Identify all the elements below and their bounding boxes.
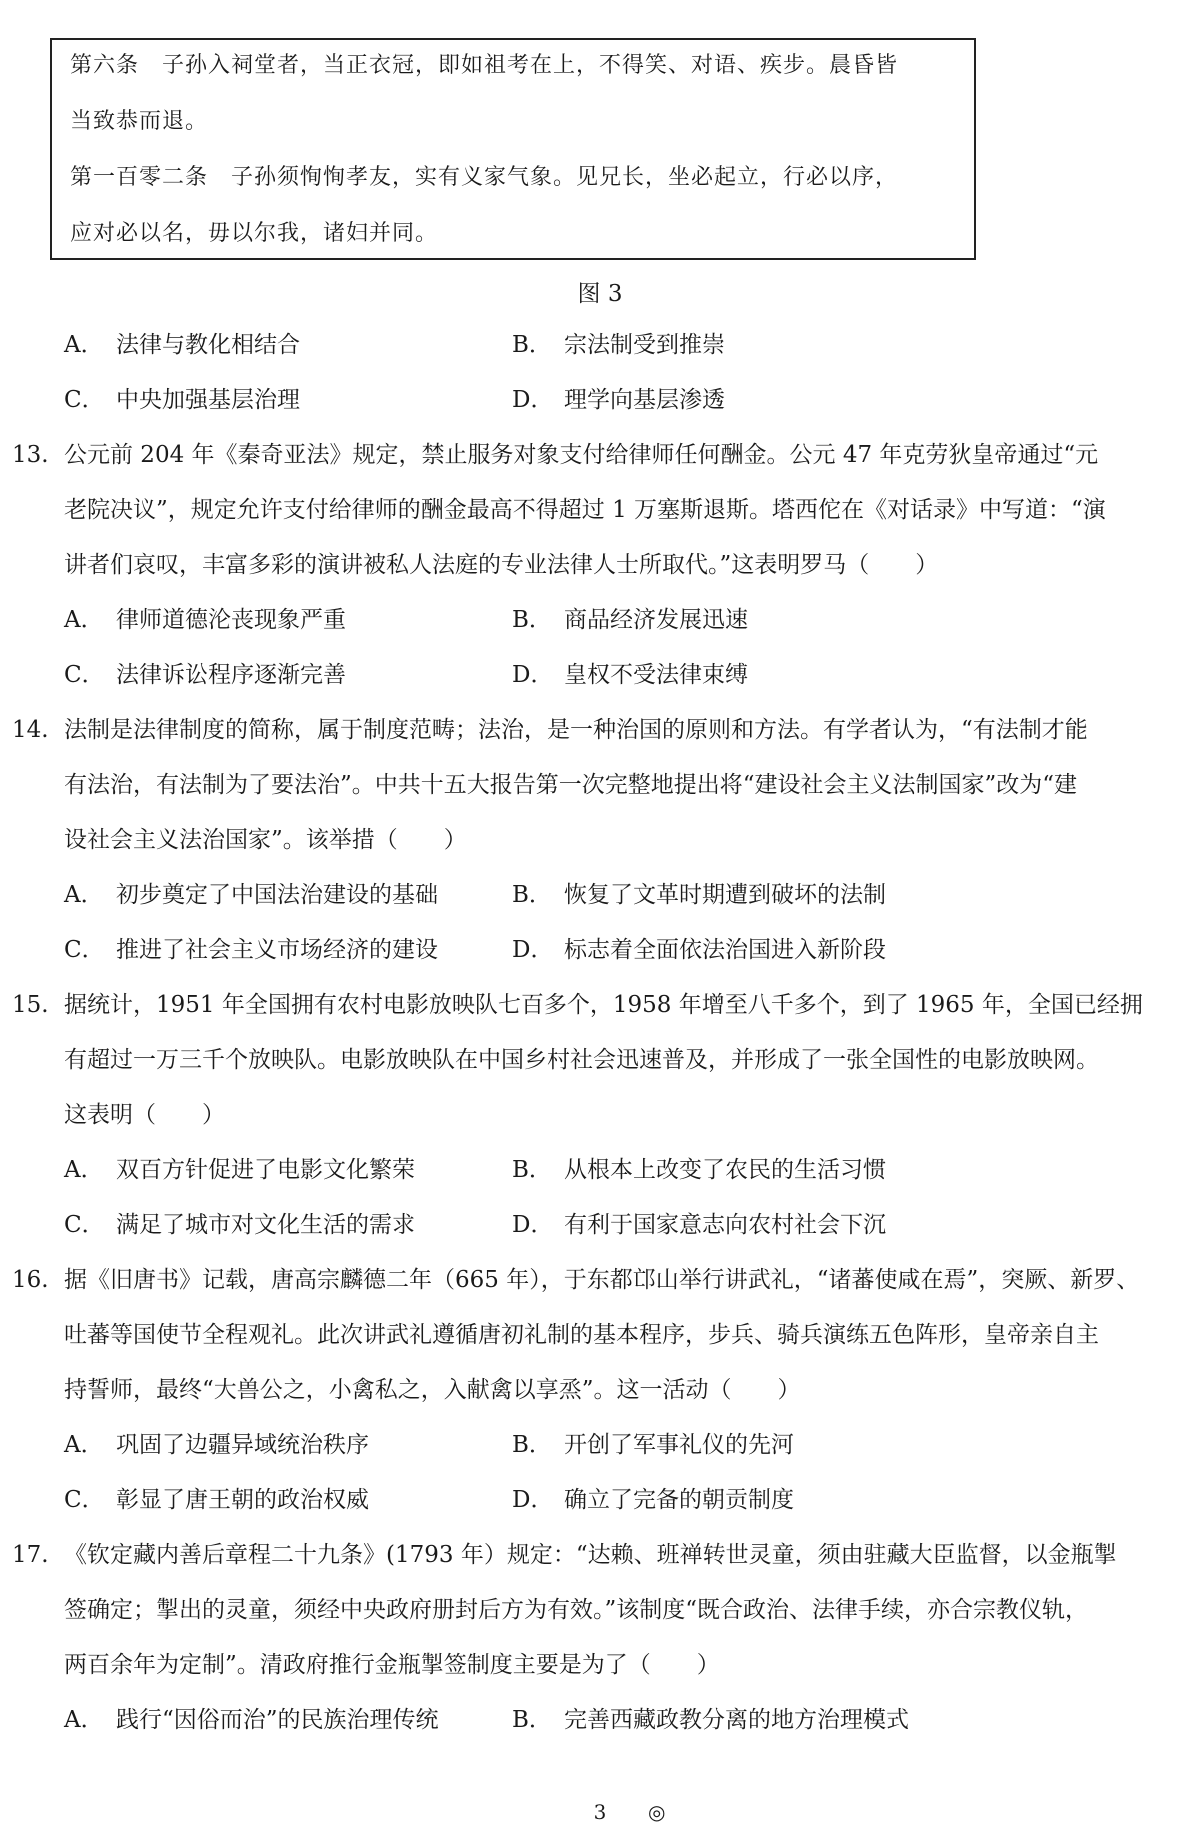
circle-mark-icon: ◎	[648, 1800, 666, 1824]
question-number: 17.	[12, 1542, 49, 1568]
option-b: B． 开创了军事礼仪的先河	[512, 1432, 794, 1458]
figure-line-2: 当致恭而退。	[70, 109, 209, 134]
option-b: B． 恢复了文革时期遭到破坏的法制	[512, 882, 886, 908]
question-text-line: 设社会主义法治国家”。该举措（ ）	[64, 827, 467, 853]
question-number: 13.	[12, 442, 49, 468]
question-text-line: 讲者们哀叹，丰富多彩的演讲被私人法庭的专业法律人士所取代。”这表明罗马（ ）	[64, 552, 939, 578]
option-a: A． 双百方针促进了电影文化繁荣	[64, 1157, 415, 1183]
option-d: D． 确立了完备的朝贡制度	[512, 1487, 794, 1513]
option-d: D． 皇权不受法律束缚	[512, 662, 748, 688]
question-text-line: 有法治，有法制为了要法治”。中共十五大报告第一次完整地提出将“建设社会主义法制国家”改为“建	[64, 772, 1078, 798]
question-text-line: 签确定；掣出的灵童，须经中央政府册封后方为有效。”该制度“既合政治、法律手续，亦合宗教仪轨，	[64, 1597, 1089, 1623]
option-d: D． 标志着全面依法治国进入新阶段	[512, 937, 886, 963]
question-text-line: 法制是法律制度的简称，属于制度范畴；法治，是一种治国的原则和方法。有学者认为，“有法制才能	[64, 717, 1088, 743]
q12-option-d: D． 理学向基层渗透	[512, 387, 725, 413]
question-number: 15.	[12, 992, 49, 1018]
option-a: A． 初步奠定了中国法治建设的基础	[64, 882, 438, 908]
question-number: 14.	[12, 717, 49, 743]
question-text-line: 《钦定藏内善后章程二十九条》(1793 年）规定：“达赖、班禅转世灵童，须由驻藏大臣监督，以金瓶掣	[64, 1542, 1117, 1568]
option-d: D． 有利于国家意志向农村社会下沉	[512, 1212, 886, 1238]
option-a: A． 巩固了边疆异域统治秩序	[64, 1432, 369, 1458]
option-a: A． 律师道德沦丧现象严重	[64, 607, 346, 633]
q12-option-c: C． 中央加强基层治理	[64, 387, 300, 413]
figure-line-3: 第一百零二条 子孙须恂恂孝友，实有义家气象。见兄长，坐必起立，行必以序，	[70, 165, 899, 190]
option-a: A． 践行“因俗而治”的民族治理传统	[64, 1707, 439, 1733]
option-c: C． 满足了城市对文化生活的需求	[64, 1212, 415, 1238]
option-b: B． 从根本上改变了农民的生活习惯	[512, 1157, 886, 1183]
question-text-line: 持誓师，最终“大兽公之，小禽私之，入献禽以享烝”。这一活动（ ）	[64, 1377, 801, 1403]
option-c: C． 法律诉讼程序逐渐完善	[64, 662, 346, 688]
question-text-line: 据统计，1951 年全国拥有农村电影放映队七百多个，1958 年增至八千多个，到了 1965 年，全国已经拥	[64, 992, 1143, 1018]
q12-option-b: B． 宗法制受到推崇	[512, 332, 725, 358]
figure-line-1: 第六条 子孙入祠堂者，当正衣冠，即如祖考在上，不得笑、对语、疾步。晨昏皆	[70, 53, 899, 78]
question-text-line: 老院决议”，规定允许支付给律师的酬金最高不得超过 1 万塞斯退斯。塔西佗在《对话录》中写道：“演	[64, 497, 1106, 523]
q12-option-a: A． 法律与教化相结合	[64, 332, 300, 358]
question-text-line: 有超过一万三千个放映队。电影放映队在中国乡村社会迅速普及，并形成了一张全国性的电影放映网。	[64, 1047, 1099, 1073]
question-text-line: 据《旧唐书》记载，唐高宗麟德二年（665 年），于东都邙山举行讲武礼，“诸蕃使咸在焉”，突厥、新罗、	[64, 1267, 1140, 1293]
question-text-line: 公元前 204 年《秦奇亚法》规定，禁止服务对象支付给律师任何酬金。公元 47 年克劳狄皇帝通过“元	[64, 442, 1099, 468]
question-number: 16.	[12, 1267, 49, 1293]
option-c: C． 推进了社会主义市场经济的建设	[64, 937, 438, 963]
figure-caption: 图 3	[577, 281, 623, 307]
figure-line-4: 应对必以名，毋以尔我，诸妇并同。	[70, 221, 439, 246]
option-c: C． 彰显了唐王朝的政治权威	[64, 1487, 369, 1513]
page-number: 3	[593, 1800, 607, 1824]
question-text-line: 吐蕃等国使节全程观礼。此次讲武礼遵循唐初礼制的基本程序，步兵、骑兵演练五色阵形，皇帝亲自主	[64, 1322, 1099, 1348]
question-text-line: 这表明（ ）	[64, 1102, 225, 1128]
option-b: B． 完善西藏政教分离的地方治理模式	[512, 1707, 909, 1733]
question-text-line: 两百余年为定制”。清政府推行金瓶掣签制度主要是为了（ ）	[64, 1652, 720, 1678]
option-b: B． 商品经济发展迅速	[512, 607, 748, 633]
